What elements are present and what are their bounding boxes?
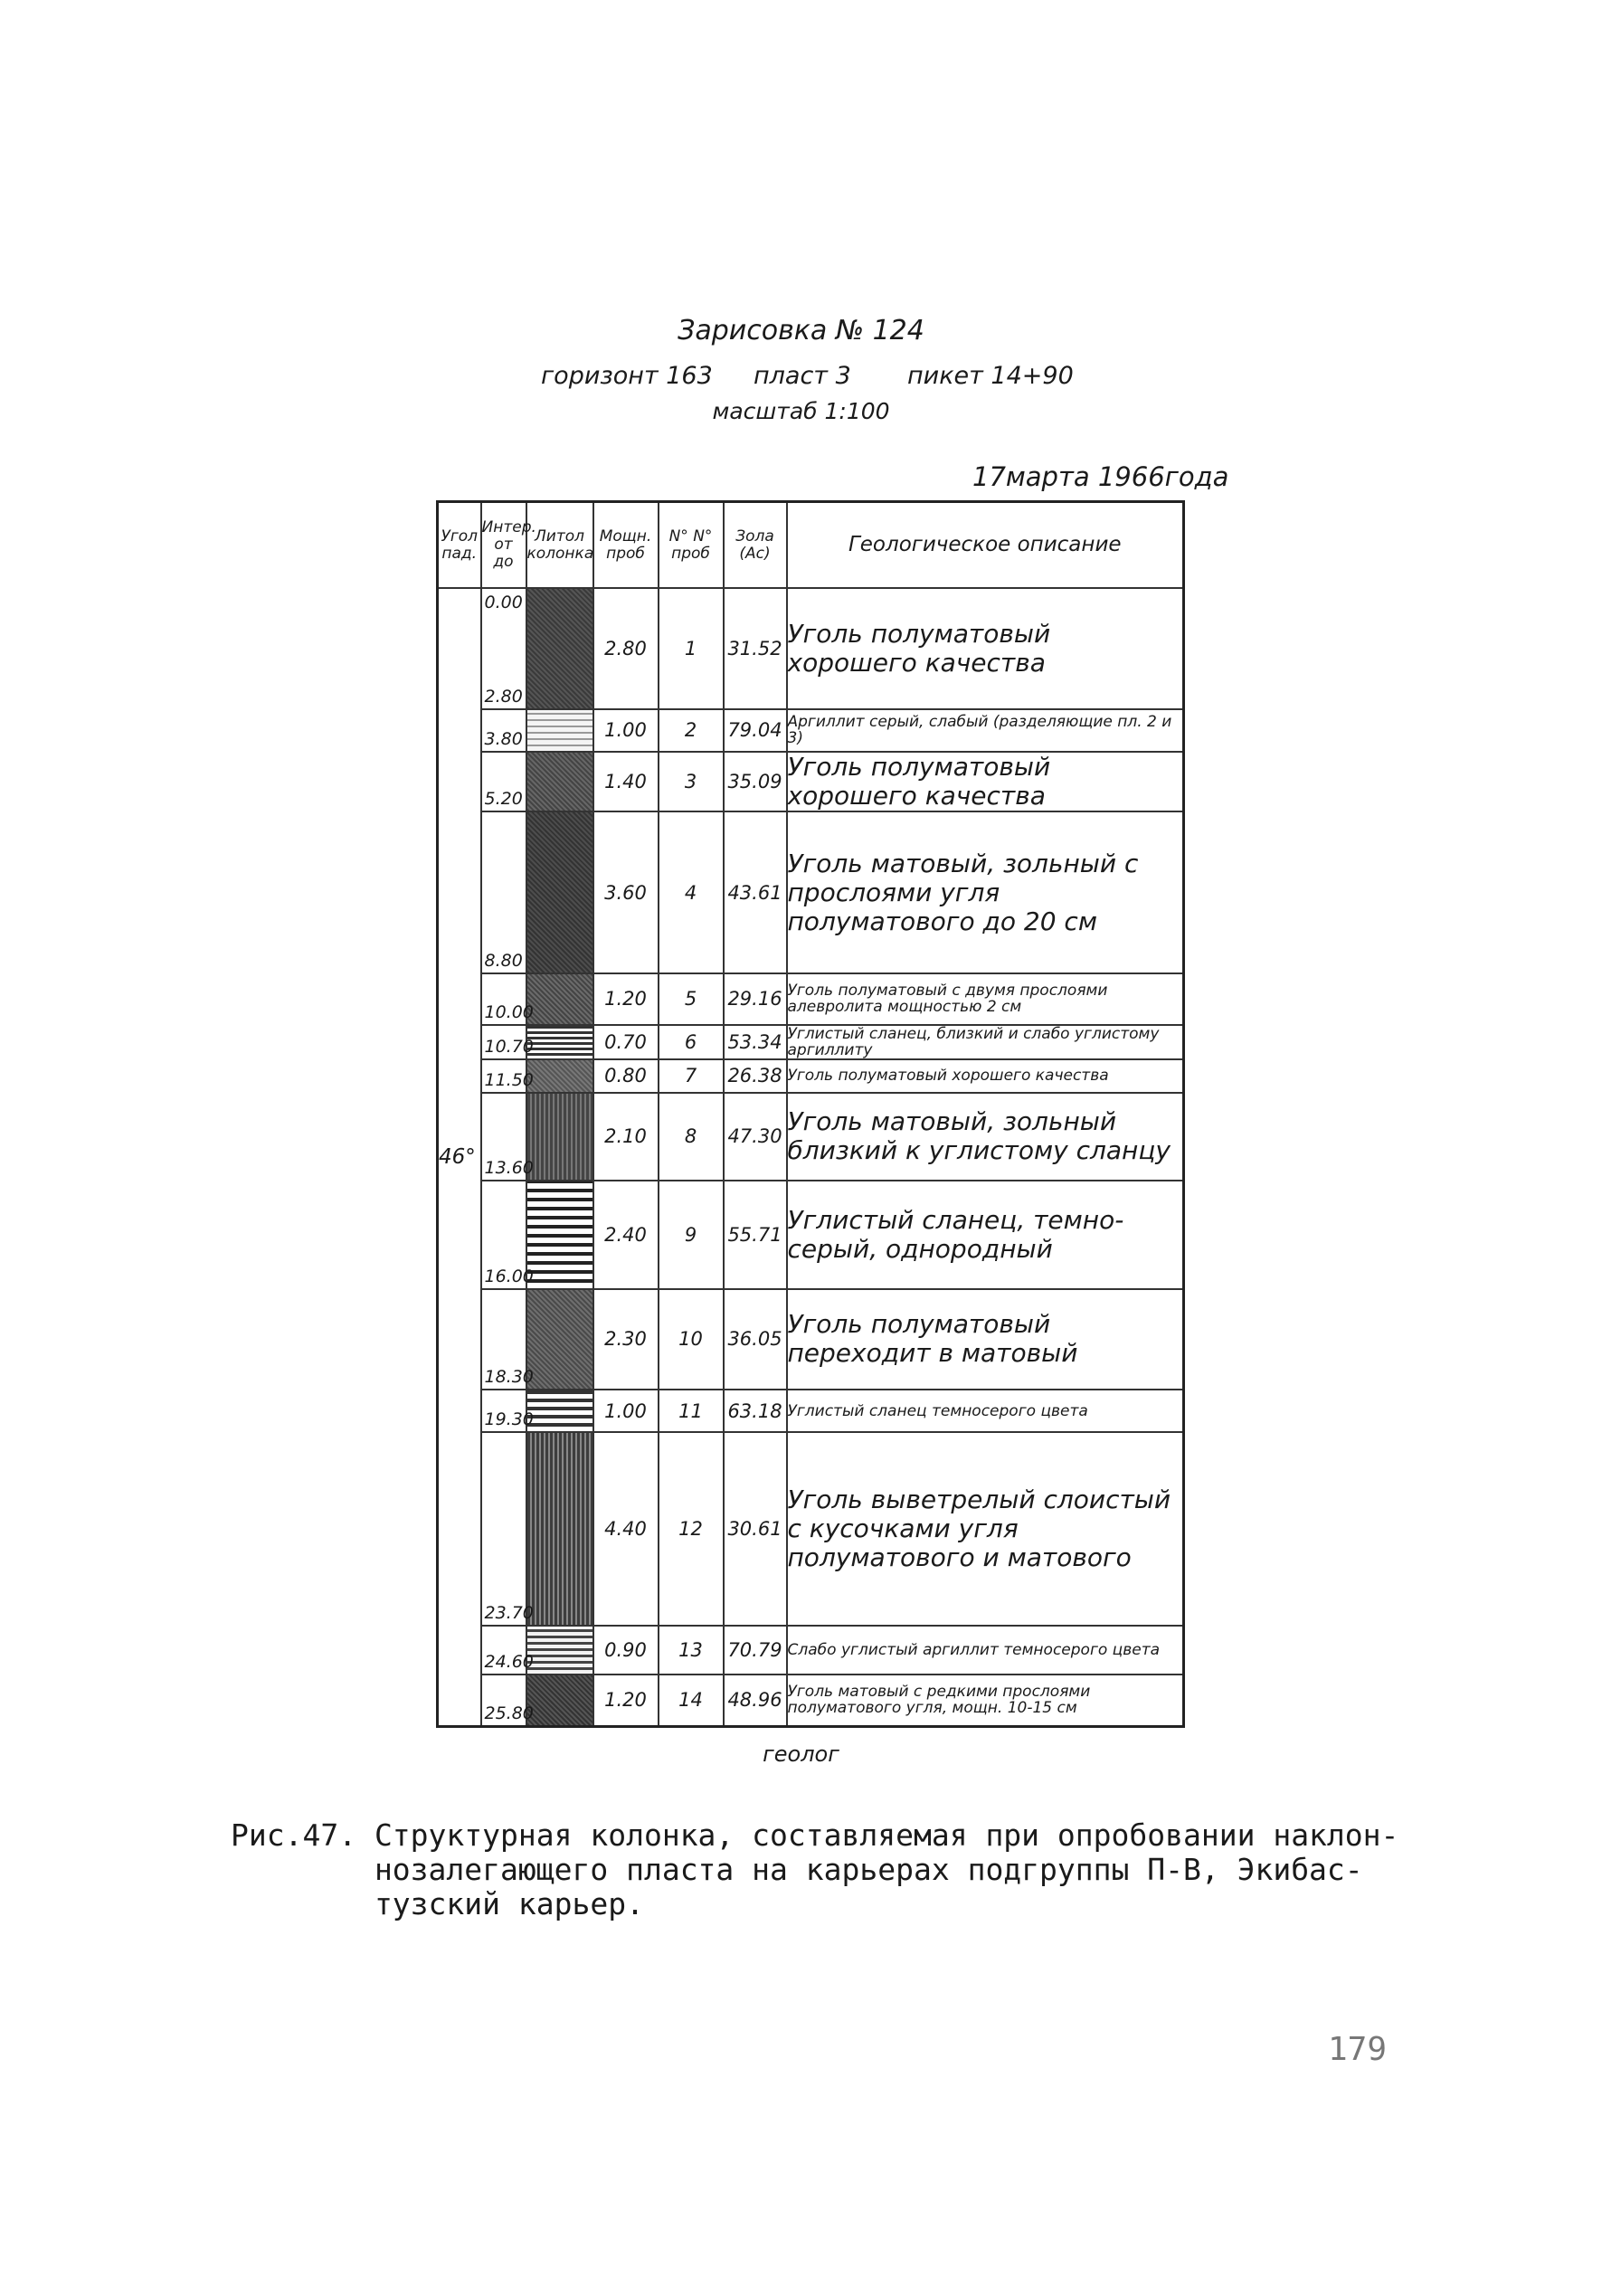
caption-line-3: тузский карьер. — [231, 1886, 644, 1921]
sample-number-cell: 6 — [659, 1025, 724, 1060]
table-row — [438, 1626, 1184, 1675]
caption-line-1: Рис.47. Структурная колонка, составляемая при опробовании наклон- — [231, 1817, 1399, 1853]
table-row — [438, 709, 1184, 752]
lithology-pattern — [527, 589, 592, 708]
header-ash: Зола (Ac) — [724, 502, 787, 589]
interval-depth-cell — [481, 973, 534, 1025]
seam-label: пласт 3 — [754, 362, 851, 390]
interval-depth-cell — [481, 588, 526, 709]
lithology-column-cell — [526, 1093, 593, 1181]
sample-number-cell: 3 — [659, 752, 724, 812]
thickness-cell: 4.40 — [593, 1432, 659, 1626]
interval-depth-label: 5.20 — [484, 789, 523, 810]
geological-description-cell: Углистый сланец, близкий и слабо углистому аргиллиту — [787, 1025, 1184, 1060]
thickness-cell: 2.30 — [593, 1289, 659, 1390]
geological-description-cell: Уголь матовый с редкими прослоями полуматового угля, мощн. 10-15 см — [787, 1675, 1184, 1727]
interval-depth-label: 24.60 — [484, 1651, 534, 1672]
ash-content-cell: 53.34 — [724, 1025, 787, 1060]
table-row — [438, 1059, 1184, 1093]
sample-number-cell: 2 — [659, 709, 724, 752]
lithology-pattern — [527, 1390, 592, 1431]
thickness-cell: 1.40 — [593, 752, 659, 812]
sample-number-cell: 4 — [659, 811, 724, 972]
ash-content-cell: 36.05 — [724, 1289, 787, 1390]
lithology-pattern — [527, 1026, 592, 1059]
table-row — [438, 1432, 1184, 1626]
thickness-cell: 1.00 — [593, 1390, 659, 1432]
lithology-column-cell — [526, 1675, 593, 1727]
page-number: 179 — [1328, 2031, 1388, 2068]
lithology-pattern — [527, 1627, 592, 1674]
thickness-cell: 0.90 — [593, 1626, 659, 1675]
geological-description-cell: Углистый сланец темносерого цвета — [787, 1390, 1184, 1432]
interval-depth-cell — [481, 811, 526, 972]
lithology-pattern — [527, 1433, 592, 1625]
lithology-column-cell — [526, 1289, 593, 1390]
lithology-column-cell — [526, 1626, 593, 1675]
interval-depth-label: 13.60 — [484, 1158, 534, 1179]
thickness-cell: 0.80 — [593, 1059, 659, 1093]
interval-depth-cell — [481, 1432, 534, 1626]
interval-depth-cell — [481, 1390, 534, 1432]
table-row — [438, 752, 1184, 812]
lithology-column-cell — [526, 1390, 593, 1432]
sample-number-cell: 1 — [659, 588, 724, 709]
interval-depth-cell — [481, 1181, 534, 1289]
interval-depth-label: 10.70 — [484, 1037, 534, 1058]
lithology-column-cell — [526, 973, 593, 1025]
lithology-pattern — [527, 1290, 592, 1390]
table-header-row — [438, 502, 1184, 589]
thickness-cell: 1.20 — [593, 1675, 659, 1727]
table-row — [438, 588, 1184, 709]
lithology-column-cell — [526, 1432, 593, 1626]
interval-depth-label: 16.00 — [484, 1266, 534, 1286]
lithology-pattern — [527, 1675, 592, 1725]
geological-description-cell: Уголь полуматовый с двумя прослоями алевролита мощностью 2 см — [787, 973, 1184, 1025]
interval-depth-label: 23.70 — [484, 1602, 534, 1623]
table-row — [438, 973, 1184, 1025]
interval-depth-cell — [481, 752, 526, 812]
lithology-column-cell — [526, 752, 593, 812]
lithology-column-cell — [526, 811, 593, 972]
thickness-cell: 1.20 — [593, 973, 659, 1025]
dip-angle-cell: 46° — [438, 588, 481, 1727]
start-depth-label: 0.00 — [484, 593, 523, 612]
header-description: Геологическое описание — [787, 502, 1184, 589]
thickness-cell: 0.70 — [593, 1025, 659, 1060]
interval-depth-cell — [481, 1289, 534, 1390]
ash-content-cell: 47.30 — [724, 1093, 787, 1181]
header-thickness: Мощн. проб — [593, 502, 659, 589]
ash-content-cell: 31.52 — [724, 588, 787, 709]
sample-number-cell: 10 — [659, 1289, 724, 1390]
geological-description-cell: Углистый сланец, темно-серый, однородный — [787, 1181, 1184, 1289]
interval-depth-label: 3.80 — [484, 728, 523, 749]
picket-label: пикет 14+90 — [907, 362, 1074, 390]
sketch-title: Зарисовка № 124 — [678, 315, 924, 346]
geological-description-cell: Аргиллит серый, слабый (разделяющие пл. 2 и 3) — [787, 709, 1184, 752]
interval-depth-cell — [481, 1093, 534, 1181]
scale-label: масштаб 1:100 — [712, 398, 890, 424]
lithology-column-cell — [526, 1181, 593, 1289]
ash-content-cell: 63.18 — [724, 1390, 787, 1432]
sample-number-cell: 14 — [659, 1675, 724, 1727]
sample-number-cell: 8 — [659, 1093, 724, 1181]
header-sample-no: N° N° проб — [659, 502, 724, 589]
ash-content-cell: 79.04 — [724, 709, 787, 752]
lithology-column-cell — [526, 1059, 593, 1093]
table-row — [438, 811, 1184, 972]
geological-description-cell: Уголь полуматовый хорошего качества — [787, 752, 1184, 812]
table-row — [438, 1093, 1184, 1181]
table-row — [438, 1025, 1184, 1060]
geological-description-cell: Уголь матовый, зольный близкий к углистому сланцу — [787, 1093, 1184, 1181]
thickness-cell: 2.10 — [593, 1093, 659, 1181]
ash-content-cell: 70.79 — [724, 1626, 787, 1675]
ash-content-cell: 30.61 — [724, 1432, 787, 1626]
table-row — [438, 1675, 1184, 1727]
sample-number-cell: 12 — [659, 1432, 724, 1626]
sketch-date: 17марта 1966года — [972, 461, 1229, 492]
lithology-pattern — [527, 1060, 592, 1092]
lithology-column-cell — [526, 588, 593, 709]
structural-column-table — [436, 500, 1185, 1728]
interval-depth-cell — [481, 1675, 534, 1727]
geologist-signature-label: геолог — [763, 1741, 839, 1767]
lithology-pattern — [527, 974, 592, 1024]
thickness-cell: 2.80 — [593, 588, 659, 709]
interval-depth-label: 8.80 — [484, 950, 523, 971]
geological-description-cell: Слабо углистый аргиллит темносерого цвета — [787, 1626, 1184, 1675]
interval-depth-cell — [481, 1025, 534, 1060]
sample-number-cell: 7 — [659, 1059, 724, 1093]
caption-line-2: нозалегающего пласта на карьерах подгруппы П-В, Экибас- — [231, 1852, 1363, 1887]
table-row — [438, 1390, 1184, 1432]
thickness-cell: 1.00 — [593, 709, 659, 752]
ash-content-cell: 35.09 — [724, 752, 787, 812]
header-interval: Интер. от до — [481, 502, 526, 589]
lithology-pattern — [527, 753, 592, 811]
header-lithology: Литол колонка — [526, 502, 593, 589]
sample-number-cell: 9 — [659, 1181, 724, 1289]
ash-content-cell: 26.38 — [724, 1059, 787, 1093]
interval-depth-label: 2.80 — [484, 686, 523, 707]
horizon-label: горизонт 163 — [541, 362, 713, 390]
lithology-pattern — [527, 1094, 592, 1180]
ash-content-cell: 29.16 — [724, 973, 787, 1025]
ash-content-cell: 43.61 — [724, 811, 787, 972]
lithology-pattern — [527, 1181, 592, 1288]
geological-description-cell: Уголь полуматовый хорошего качества — [787, 588, 1184, 709]
lithology-pattern — [527, 812, 592, 972]
ash-content-cell: 48.96 — [724, 1675, 787, 1727]
table-row — [438, 1289, 1184, 1390]
sample-number-cell: 11 — [659, 1390, 724, 1432]
lithology-column-cell — [526, 709, 593, 752]
interval-depth-label: 25.80 — [484, 1703, 534, 1723]
lithology-column-cell — [526, 1025, 593, 1060]
lithology-pattern — [527, 710, 592, 751]
interval-depth-label: 10.00 — [484, 1001, 534, 1022]
ash-content-cell: 55.71 — [724, 1181, 787, 1289]
figure-caption — [231, 1818, 1407, 1921]
interval-depth-label: 18.30 — [484, 1367, 534, 1388]
sample-number-cell: 13 — [659, 1626, 724, 1675]
interval-depth-label: 19.30 — [484, 1409, 534, 1429]
interval-depth-cell — [481, 1626, 534, 1675]
sample-number-cell: 5 — [659, 973, 724, 1025]
table-row — [438, 1181, 1184, 1289]
header-angle: Угол пад. — [438, 502, 481, 589]
interval-depth-cell — [481, 709, 526, 752]
geological-description-cell: Уголь полуматовый хорошего качества — [787, 1059, 1184, 1093]
thickness-cell: 2.40 — [593, 1181, 659, 1289]
interval-depth-cell — [481, 1059, 534, 1093]
geological-description-cell: Уголь полуматовый переходит в матовый — [787, 1289, 1184, 1390]
interval-depth-label: 11.50 — [484, 1069, 534, 1090]
geological-description-cell: Уголь матовый, зольный с прослоями угля полуматового до 20 см — [787, 811, 1184, 972]
geological-description-cell: Уголь выветрелый слоистый с кусочками угля полуматового и матового — [787, 1432, 1184, 1626]
thickness-cell: 3.60 — [593, 811, 659, 972]
